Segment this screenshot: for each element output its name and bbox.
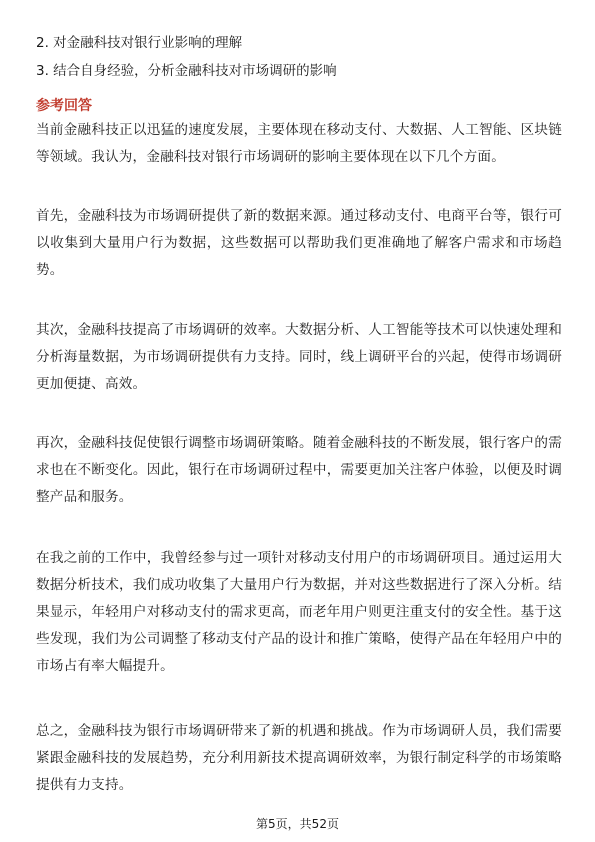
answer-paragraph-experience: 在我之前的工作中，我曾经参与过一项针对移动支付用户的市场调研项目。通过运用大数据分析技术，我们成功收集了大量用户行为数据，并对这些数据进行了深入分析。结果显示，年轻用户对移动支付的需求更高，而老年用户则更注重支付的安全性。基于这些发现，我们为公司调整了移动支付产品的设计和推广策略，使得产品在年轻用户中的市场占有率大幅提升。	[36, 550, 562, 674]
answer-heading: 参考回答	[36, 98, 92, 114]
answer-paragraph-conclusion: 总之，金融科技为银行市场调研带来了新的机遇和挑战。作为市场调研人员，我们需要紧跟金融科技的发展趋势，充分利用新技术提高调研效率，为银行制定科学的市场策略提供有力支持。	[36, 723, 562, 793]
answer-paragraph-third: 再次，金融科技促使银行调整市场调研策略。随着金融科技的不断发展，银行客户的需求也在不断变化。因此，银行在市场调研过程中，需要更加关注客户体验，以便及时调整产品和服务。	[36, 435, 562, 505]
answer-paragraph-second: 其次，金融科技提高了市场调研的效率。大数据分析、人工智能等技术可以快速处理和分析海量数据，为市场调研提供有力支持。同时，线上调研平台的兴起，使得市场调研更加便捷、高效。	[36, 322, 562, 392]
question-item-2: 2. 对金融科技对银行业影响的理解	[36, 35, 243, 51]
answer-paragraph-first: 首先，金融科技为市场调研提供了新的数据来源。通过移动支付、电商平台等，银行可以收集到大量用户行为数据，这些数据可以帮助我们更准确地了解客户需求和市场趋势。	[36, 208, 562, 278]
answer-paragraph-intro: 当前金融科技正以迅猛的速度发展，主要体现在移动支付、大数据、人工智能、区块链等领域。我认为，金融科技对银行市场调研的影响主要体现在以下几个方面。	[36, 122, 562, 165]
question-item-3: 3. 结合自身经验，分析金融科技对市场调研的影响	[36, 63, 337, 79]
page-number: 第5页，共52页	[256, 817, 339, 831]
